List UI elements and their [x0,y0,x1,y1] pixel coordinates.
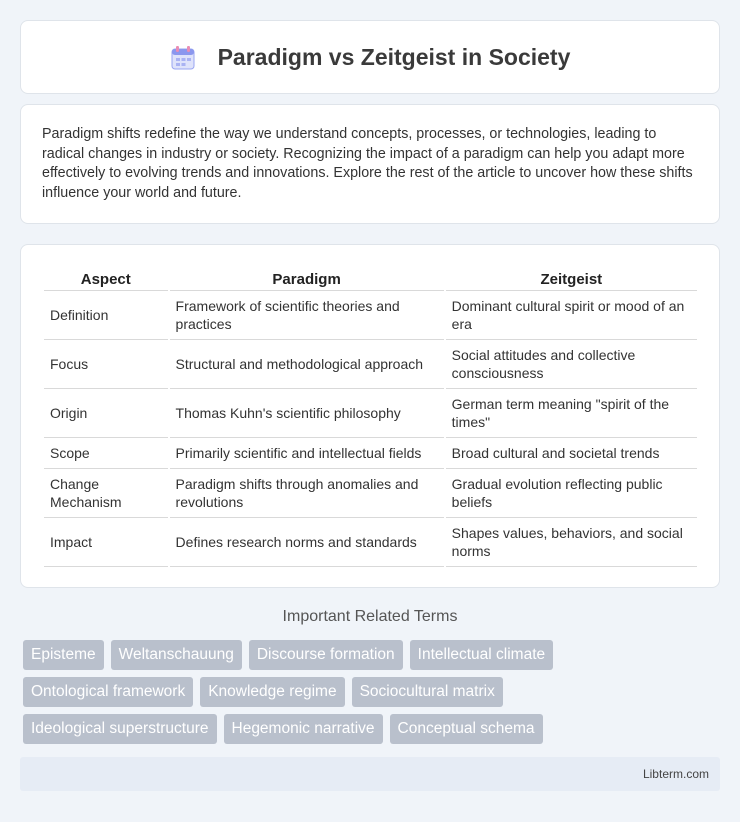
intro-card [20,104,720,224]
title-card [20,20,720,94]
calendar-icon [170,45,196,69]
tag-sociocultural-matrix[interactable]: Sociocultural matrix [352,677,503,707]
table-cell: Primarily scientific and intellectual fields [170,438,444,469]
tag-intellectual-climate[interactable]: Intellectual climate [410,640,554,670]
table-row [44,389,697,438]
table-cell: Shapes values, behaviors, and social norms [446,518,697,567]
page-title: Paradigm vs Zeitgeist in Society [217,43,571,70]
table-row [44,518,697,567]
table-cell: Defines research norms and standards [170,518,444,567]
table-cell: Structural and methodological approach [170,340,444,389]
tag-knowledge-regime[interactable]: Knowledge regime [200,677,344,707]
table-row [44,340,697,389]
tag-weltanschauung[interactable]: Weltanschauung [111,640,242,670]
comparison-table-card [20,244,720,588]
intro-paragraph: Paradigm shifts redefine the way we understand concepts, processes, or technologies, leading to radical changes in industry or society. Recognizing the impact of a paradigm can help you adapt more effectively to evolving trends and innovations. Explore the rest of the article to uncover how these shifts influence your world and future. [42,126,693,201]
column-header-zeitgeist: Zeitgeist [446,267,697,291]
table-cell: German term meaning "spirit of the times" [446,389,697,438]
tag-row [23,677,723,707]
table-cell: Dominant cultural spirit or mood of an era [446,291,697,340]
related-terms-heading: Important Related Terms [282,608,458,625]
tag-ontological-framework[interactable]: Ontological framework [23,677,193,707]
column-header-aspect: Aspect [44,267,168,291]
tag-discourse-formation[interactable]: Discourse formation [249,640,403,670]
column-header-paradigm: Paradigm [170,267,444,291]
tag-row [23,714,723,744]
table-cell: Origin [44,389,168,438]
footer-site-link[interactable]: Libterm.com [642,767,709,781]
table-cell: Impact [44,518,168,567]
tag-ideological-superstructure[interactable]: Ideological superstructure [23,714,217,744]
table-cell: Paradigm shifts through anomalies and revolutions [170,469,444,518]
table-row [44,469,697,518]
table-cell: Social attitudes and collective consciousness [446,340,697,389]
table-cell: Thomas Kuhn's scientific philosophy [170,389,444,438]
related-terms-list [23,640,723,751]
tag-episteme[interactable]: Episteme [23,640,104,670]
table-cell: Framework of scientific theories and practices [170,291,444,340]
table-cell: Gradual evolution reflecting public beliefs [446,469,697,518]
footer [20,757,720,791]
comparison-table [42,267,699,567]
tag-row [23,640,723,670]
table-header-row [44,267,697,291]
tag-hegemonic-narrative[interactable]: Hegemonic narrative [224,714,383,744]
table-cell: Broad cultural and societal trends [446,438,697,469]
tag-conceptual-schema[interactable]: Conceptual schema [390,714,543,744]
table-row [44,438,697,469]
table-cell: Scope [44,438,168,469]
table-cell: Change Mechanism [44,469,168,518]
table-row [44,291,697,340]
table-cell: Definition [44,291,168,340]
table-cell: Focus [44,340,168,389]
